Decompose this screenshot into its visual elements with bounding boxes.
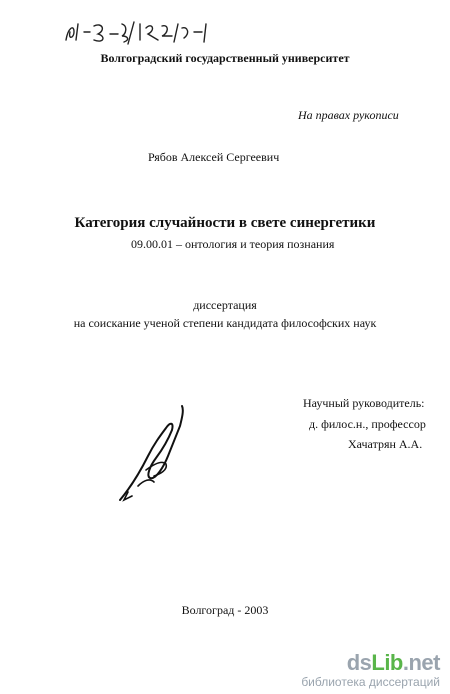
dslib-watermark bbox=[301, 652, 440, 688]
city-year: Волгоград - 2003 bbox=[181, 603, 269, 617]
university-name: Волгоградский государственный университет bbox=[100, 51, 350, 65]
dslib-logo-lib: Lib bbox=[371, 650, 403, 675]
dslib-logo-net: .net bbox=[402, 650, 440, 675]
dslib-logo-ds: ds bbox=[346, 650, 372, 675]
work-type: диссертация bbox=[193, 298, 257, 312]
author-name: Рябов Алексей Сергеевич bbox=[148, 150, 280, 164]
degree-line: на соискание ученой степени кандидата философских наук bbox=[73, 316, 377, 330]
supervisor-name: Хачатрян А.А. bbox=[348, 437, 423, 451]
specialty-code: 09.00.01 – онтология и теория познания bbox=[131, 237, 335, 251]
manuscript-rights-note: На правах рукописи bbox=[298, 108, 399, 122]
dslib-caption: библиотека диссертаций bbox=[301, 675, 440, 689]
handwritten-catalog-code bbox=[62, 18, 212, 46]
supervisor-label: Научный руководитель: bbox=[303, 396, 425, 410]
dissertation-title: Категория случайности в свете синергетики bbox=[74, 215, 376, 231]
supervisor-title: д. филос.н., профессор bbox=[309, 417, 426, 431]
dslib-logo bbox=[301, 652, 440, 674]
handwritten-signature bbox=[110, 400, 190, 510]
